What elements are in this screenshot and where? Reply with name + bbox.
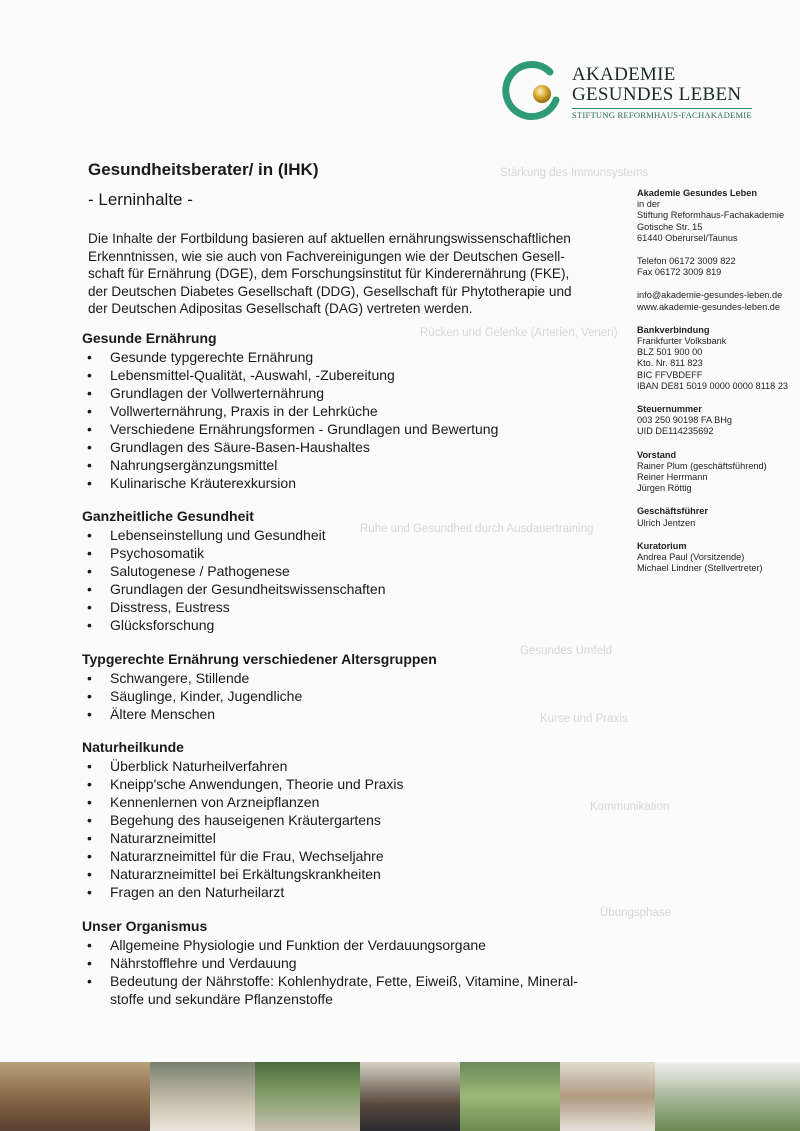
bullet-icon: •: [87, 617, 92, 633]
list-item-label: Fragen an den Naturheilarzt: [110, 884, 285, 900]
topic-list: [82, 669, 622, 723]
curatorship-block: [637, 541, 797, 575]
topic-list: [82, 526, 622, 634]
bank-line: BLZ 501 900 00: [637, 347, 703, 358]
list-item-label: Naturarzneimittel: [110, 830, 216, 846]
bleed-through-text: Übungsphase: [600, 907, 671, 919]
section-heading: Gesunde Ernährung: [82, 330, 217, 346]
list-item-label: Gesunde typgerechte Ernährung: [110, 349, 314, 365]
address-line: Gotische Str. 15: [637, 221, 703, 232]
topic-list: [82, 757, 622, 901]
intro-line: schaft für Ernährung (DGE), dem Forschungsinstitut für Kinderernährung (FKE),: [88, 266, 570, 282]
photo-building-exterior: [655, 1062, 800, 1131]
topic-list: [82, 348, 622, 492]
logo-text-line1: AKADEMIE: [572, 64, 676, 85]
md-heading: Geschäftsführer: [637, 506, 708, 517]
list-item: [82, 384, 622, 402]
email-link[interactable]: info@akademie-gesundes-leben.de: [637, 290, 783, 301]
bullet-icon: •: [87, 706, 92, 722]
curatorship-heading: Kuratorium: [637, 540, 687, 551]
bank-line: IBAN DE81 5019 0000 0000 8118 23: [637, 380, 789, 391]
bleed-through-text: Rücken und Gelenke (Arterien, Venen): [420, 327, 618, 339]
bullet-icon: •: [87, 439, 92, 455]
list-item: [82, 775, 622, 793]
contact-sidebar: [637, 188, 797, 586]
bullet-icon: •: [87, 581, 92, 597]
bullet-icon: •: [87, 866, 92, 882]
address-line: in der: [637, 199, 660, 210]
md-name: Ulrich Jentzen: [637, 517, 696, 528]
managing-director-block: [637, 506, 797, 528]
board-member: Reiner Herrmann: [637, 472, 708, 483]
list-item-label: Glücksforschung: [110, 617, 215, 633]
bullet-icon: •: [87, 599, 92, 615]
list-item: [82, 544, 622, 562]
intro-paragraph: [88, 230, 628, 318]
list-item: [82, 438, 622, 456]
tax-line: 003 250 90198 FA BHg: [637, 415, 733, 426]
list-item-label: Überblick Naturheilverfahren: [110, 758, 288, 774]
bleed-through-text: Gesundes Umfeld: [520, 645, 613, 657]
bullet-icon: •: [87, 955, 92, 971]
bleed-through-text: Ruhe und Gesundheit durch Ausdauertraining: [360, 523, 594, 535]
board-member: Jürgen Röttig: [637, 483, 692, 494]
list-item-label: Lebensmittel-Qualität, -Auswahl, -Zubereitung: [110, 367, 395, 383]
list-item-label: Bedeutung der Nährstoffe: Kohlenhydrate, Fette, Eiweiß, Vitamine, Mineral-: [110, 973, 578, 989]
intro-line: Die Inhalte der Fortbildung basieren auf aktuellen ernährungswissenschaftlichen: [88, 231, 571, 246]
list-item: [82, 811, 622, 829]
list-item: [82, 580, 622, 598]
fax-line: Fax 06172 3009 819: [637, 267, 722, 278]
section-unser-organismus: [82, 918, 622, 1008]
list-item-label: stoffe und sekundäre Pflanzenstoffe: [110, 991, 333, 1007]
list-item-label: Grundlagen der Gesundheitswissenschaften: [110, 581, 386, 597]
list-item-label: Schwangere, Stillende: [110, 670, 250, 686]
bullet-icon: •: [87, 457, 92, 473]
topic-list: [82, 936, 622, 1008]
list-item-label: Lebenseinstellung und Gesundheit: [110, 527, 326, 543]
section-naturheilkunde: [82, 739, 622, 901]
photo-lawn: [460, 1062, 560, 1131]
board-block: [637, 450, 797, 495]
bank-heading: Bankverbindung: [637, 324, 710, 335]
bank-line: BIC FFVBDEFF: [637, 369, 703, 380]
photo-seminar-group: [360, 1062, 460, 1131]
list-item-label: Grundlagen der Vollwerternährung: [110, 385, 325, 401]
logo-divider: [572, 108, 752, 109]
list-item: [82, 526, 622, 544]
bullet-icon: •: [87, 758, 92, 774]
bullet-icon: •: [87, 475, 92, 491]
section-gesunde-ernaehrung: [82, 330, 622, 492]
section-typgerechte-ernaehrung: [82, 651, 622, 723]
list-item-label: Ältere Menschen: [110, 706, 216, 722]
list-item: [82, 616, 622, 634]
list-item: [82, 829, 622, 847]
bank-line: Kto. Nr. 811 823: [637, 358, 703, 369]
bank-line: Frankfurter Volksbank: [637, 336, 727, 347]
phone-block: [637, 256, 797, 278]
list-item-label: Vollwerternährung, Praxis in der Lehrküche: [110, 403, 378, 419]
bullet-icon: •: [87, 367, 92, 383]
list-item-label: Naturarzneimittel für die Frau, Wechseljahre: [110, 848, 384, 864]
bullet-icon: •: [87, 349, 92, 365]
list-item: [82, 687, 622, 705]
list-item: [82, 420, 622, 438]
list-item-label: Verschiedene Ernährungsformen - Grundlagen und Bewertung: [110, 421, 499, 437]
photo-strip: [0, 1062, 800, 1131]
bullet-icon: •: [87, 812, 92, 828]
document-subtitle: - Lerninhalte -: [88, 190, 193, 209]
list-item: [82, 669, 622, 687]
bleed-through-text: Kurse und Praxis: [540, 713, 628, 725]
list-item-label: Disstress, Eustress: [110, 599, 230, 615]
list-item: [82, 847, 622, 865]
bullet-icon: •: [87, 884, 92, 900]
list-item: [82, 972, 622, 990]
list-item-label: Naturarzneimittel bei Erkältungskrankheiten: [110, 866, 381, 882]
list-item-label: Nahrungsergänzungsmittel: [110, 457, 278, 473]
list-item: [82, 402, 622, 420]
list-item-continuation: [82, 990, 622, 1008]
list-item: [82, 474, 622, 492]
photo-dining-hall: [0, 1062, 150, 1131]
address-line: 61440 Oberursel/Taunus: [637, 232, 738, 243]
bullet-icon: •: [87, 421, 92, 437]
tax-line: UID DE114235692: [637, 426, 714, 437]
list-item: [82, 348, 622, 366]
list-item-label: Grundlagen des Säure-Basen-Haushaltes: [110, 439, 370, 455]
bullet-icon: •: [87, 403, 92, 419]
list-item: [82, 562, 622, 580]
list-item: [82, 793, 622, 811]
list-item: [82, 705, 622, 723]
phone-line: Telefon 06172 3009 822: [637, 256, 736, 267]
section-ganzheitliche-gesundheit: [82, 508, 622, 634]
list-item-label: Salutogenese / Pathogenese: [110, 563, 290, 579]
bullet-icon: •: [87, 794, 92, 810]
list-item-label: Kulinarische Kräuterexkursion: [110, 475, 296, 491]
bullet-icon: •: [87, 830, 92, 846]
address-line: Stiftung Reformhaus-Fachakademie: [637, 210, 785, 221]
list-item: [82, 757, 622, 775]
section-heading: Unser Organismus: [82, 918, 208, 934]
bullet-icon: •: [87, 973, 92, 989]
address-name: Akademie Gesundes Leben: [637, 188, 757, 198]
bullet-icon: •: [87, 545, 92, 561]
section-heading: Typgerechte Ernährung verschiedener Altersgruppen: [82, 651, 437, 667]
curatorship-member: Andrea Paul (Vorsitzende): [637, 552, 745, 563]
web-block: [637, 290, 797, 312]
document-title: Gesundheitsberater/ in (IHK): [88, 160, 319, 179]
logo-emblem-icon: [500, 60, 564, 124]
bullet-icon: •: [87, 563, 92, 579]
address-block: [637, 188, 797, 244]
board-heading: Vorstand: [637, 449, 677, 460]
list-item: [82, 883, 622, 901]
website-link[interactable]: www.akademie-gesundes-leben.de: [637, 301, 781, 312]
list-item-label: Allgemeine Physiologie und Funktion der Verdauungsorgane: [110, 937, 486, 953]
list-item-label: Kennenlernen von Arzneipflanzen: [110, 794, 320, 810]
list-item: [82, 598, 622, 616]
photo-garden: [255, 1062, 360, 1131]
bank-block: [637, 325, 797, 392]
section-heading: Ganzheitliche Gesundheit: [82, 508, 254, 524]
list-item-label: Begehung des hauseigenen Kräutergartens: [110, 812, 381, 828]
bleed-through-text: Stärkung des Immunsystems: [500, 167, 649, 179]
intro-line: der Deutschen Diabetes Gesellschaft (DDG), Gesellschaft für Phytotherapie und: [88, 283, 572, 299]
photo-classroom: [560, 1062, 655, 1131]
list-item-label: Nährstofflehre und Verdauung: [110, 955, 297, 971]
bullet-icon: •: [87, 688, 92, 704]
bullet-icon: •: [87, 848, 92, 864]
logo-text-line2: GESUNDES LEBEN: [572, 84, 742, 105]
photo-cooking-class: [150, 1062, 255, 1131]
tax-heading: Steuernummer: [637, 404, 702, 415]
list-item: [82, 954, 622, 972]
list-item: [82, 366, 622, 384]
bullet-icon: •: [87, 527, 92, 543]
list-item: [82, 936, 622, 954]
intro-line: der Deutschen Adipositas Gesellschaft (DAG) vertreten werden.: [88, 301, 473, 317]
list-item: [82, 865, 622, 883]
bullet-icon: •: [87, 937, 92, 953]
list-item-label: Psychosomatik: [110, 545, 205, 561]
list-item: [82, 456, 622, 474]
section-heading: Naturheilkunde: [82, 739, 184, 755]
board-member: Rainer Plum (geschäftsführend): [637, 460, 767, 471]
intro-line: Erkenntnissen, wie sie auch von Fachvereinigungen wie der Deutschen Gesell-: [88, 248, 565, 264]
tax-block: [637, 404, 797, 438]
list-item-label: Kneipp'sche Anwendungen, Theorie und Praxis: [110, 776, 404, 792]
bleed-through-text: Kommunikation: [590, 801, 670, 813]
bullet-icon: •: [87, 776, 92, 792]
logo-tagline: STIFTUNG REFORMHAUS-FACHAKADEMIE: [572, 110, 752, 120]
curatorship-member: Michael Lindner (Stellvertreter): [637, 563, 763, 574]
bullet-icon: •: [87, 670, 92, 686]
bullet-icon: •: [87, 385, 92, 401]
academy-logo: [500, 58, 760, 128]
list-item-label: Säuglinge, Kinder, Jugendliche: [110, 688, 303, 704]
